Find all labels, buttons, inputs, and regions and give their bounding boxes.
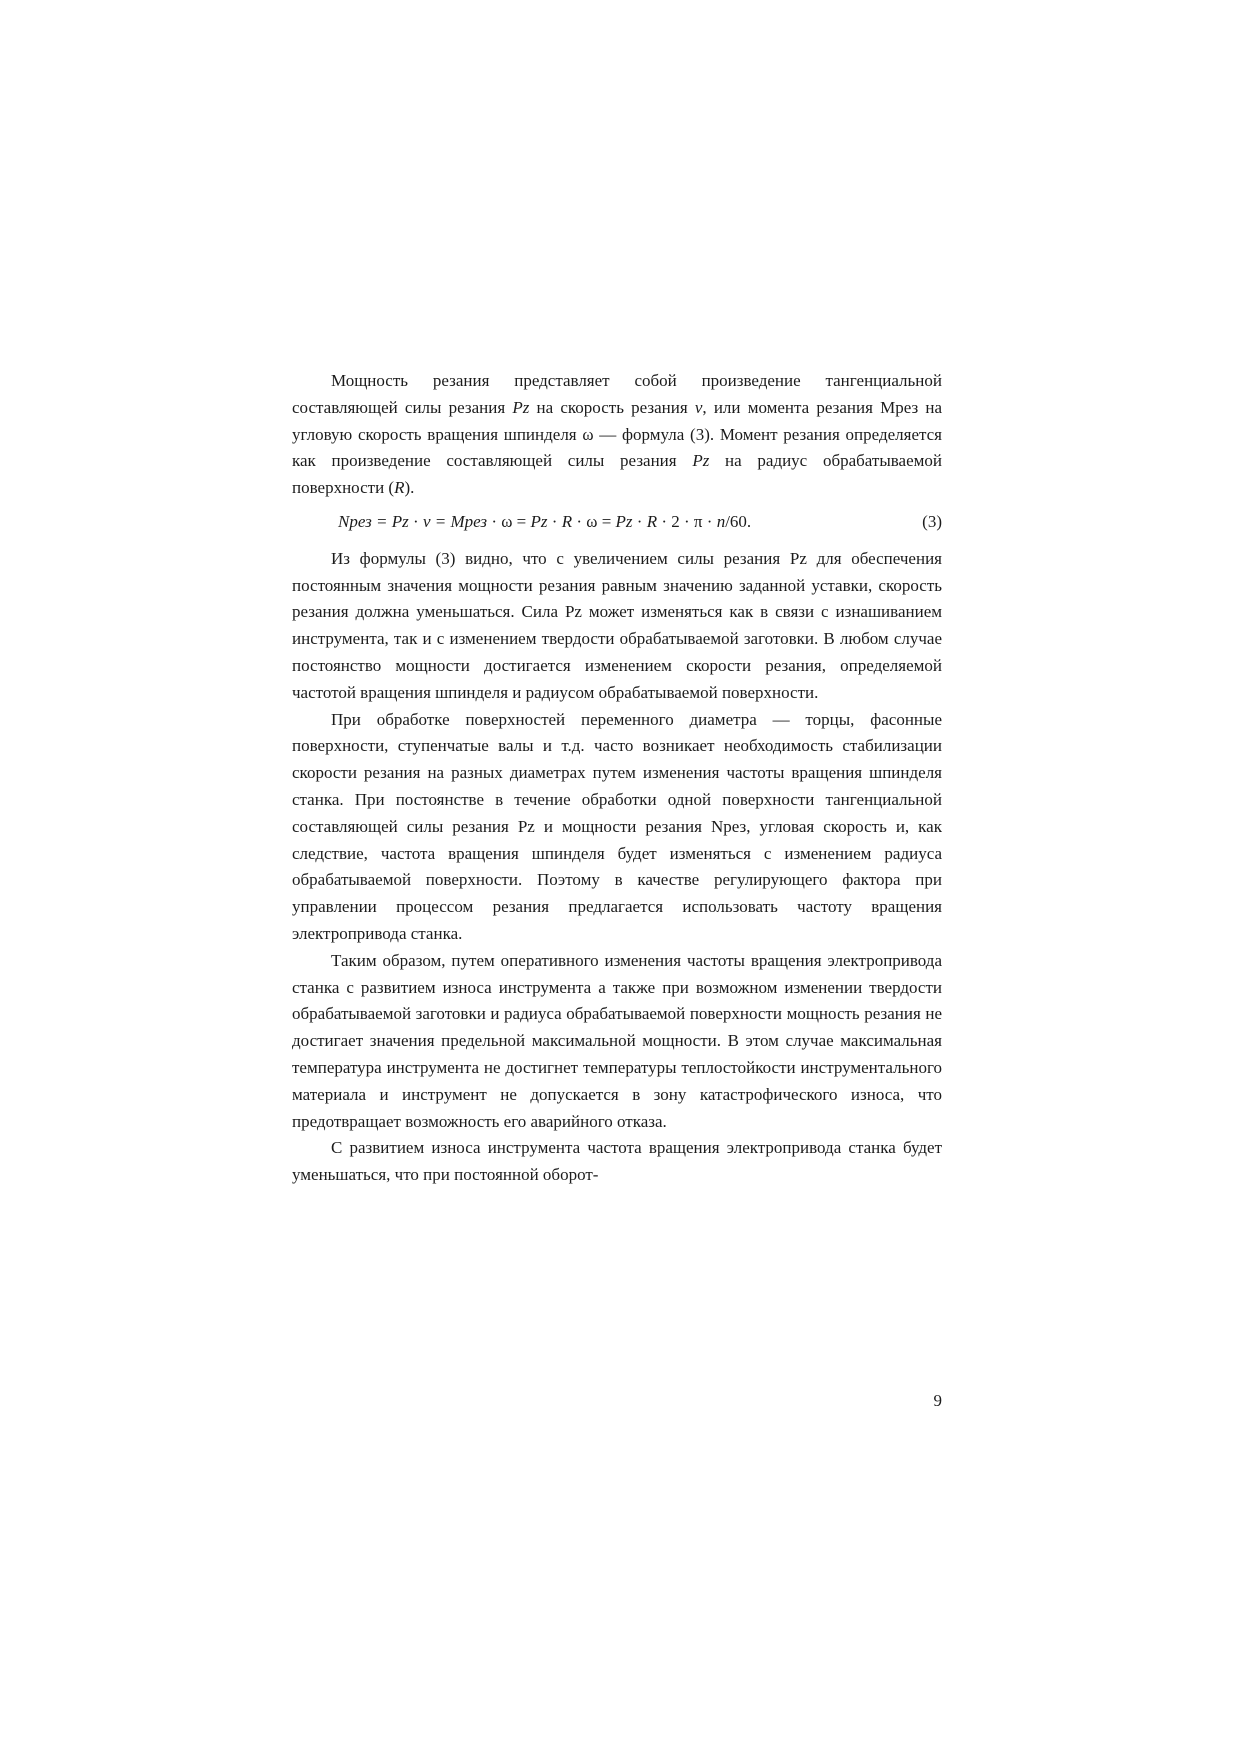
italic-symbol: R <box>394 478 405 498</box>
equation-term: Pz <box>615 511 633 531</box>
equation-operator: · ω = <box>487 511 531 531</box>
paragraph-2 <box>292 546 942 707</box>
text-run: Таким образом, путем оперативного изменения частоты вращения электропривода станка с развитием износа инструмента а также при возможном изменении твердости обрабатываемой заготовки и радиуса обрабатываемой поверхности мощность резания не достигает значения предельной максимальной мощности. В этом случае максимальная температура инструмента не достигнет температуры теплостойкости инструментального материала и инструмент не допускается в зону катастрофического износа, что предотвращает возможность его аварийного отказа. <box>292 950 942 1131</box>
equation-term: R <box>561 511 573 531</box>
equation-operator: · <box>632 511 647 531</box>
equation-operator: · ω = <box>572 511 616 531</box>
text-run: на радиус обрабатываемой поверхности ( <box>292 451 942 498</box>
equation-term: Nрез = Pz <box>338 511 409 531</box>
text-run: Из формулы (3) видно, что с увеличением силы резания Pz для обеспечения постоянным значения мощности резания равным значению заданной уставки, скорость резания должна уменьшаться. Сила Pz может изменяться как в связи с изнашиванием инструмента, так и с изменением твердости обрабатываемой заготовки. В любом случае постоянство мощности достигается изменением скорости резания, определяемой частотой вращения шпинделя и радиусом обрабатываемой поверхности. <box>292 548 942 702</box>
paragraph-4 <box>292 948 942 1136</box>
equation-operator: · <box>408 511 423 531</box>
text-run: ). <box>404 478 415 498</box>
equation-operator: /60. <box>725 511 752 531</box>
equation-term: R <box>646 511 658 531</box>
equation-term: Pz <box>530 511 548 531</box>
equation-term: v = Mрез <box>422 511 488 531</box>
equation-operator: · 2 · π · <box>657 511 717 531</box>
equation-operator: · <box>547 511 562 531</box>
equation-formula <box>338 509 751 536</box>
italic-symbol: Pz <box>692 451 710 471</box>
equation-3 <box>292 509 942 536</box>
text-run: , или момента резания Мрез на угловую скорость вращения шпинделя ω — формула (3). Момент резания определяется как произведение составляющей силы резания <box>292 397 943 471</box>
text-run: на скорость резания <box>529 397 695 417</box>
text-run: При обработке поверхностей переменного диаметра — торцы, фасонные поверхности, ступенчатые валы и т.д. часто возникает необходимость стабилизации скорости резания на разных диаметрах путем изменения частоты вращения шпинделя станка. При постоянстве в течение обработки одной поверхности тангенциальной составляющей силы резания Pz и мощности резания Nрез, угловая скорость и, как следствие, частота вращения шпинделя будет изменяться с изменением радиуса обрабатываемой поверхности. Поэтому в качестве регулирующего фактора при управлении процессом резания предлагается использовать частоту вращения электропривода станка. <box>292 709 942 943</box>
paragraph-3 <box>292 707 942 948</box>
text-run: С развитием износа инструмента частота вращения электропривода станка будет уменьшаться, что при постоянной оборот- <box>292 1138 942 1185</box>
paragraph-5 <box>292 1135 942 1189</box>
italic-symbol: v <box>694 397 703 417</box>
equation-number: (3) <box>922 511 942 531</box>
italic-symbol: Pz <box>512 397 530 417</box>
paragraph-1 <box>292 368 942 502</box>
equation-term: n <box>716 511 726 531</box>
text-column <box>292 368 942 1189</box>
text-run: Мощность резания представляет собой произведение тангенциальной составляющей силы резания <box>292 371 942 417</box>
page-number: 9 <box>933 1391 942 1410</box>
